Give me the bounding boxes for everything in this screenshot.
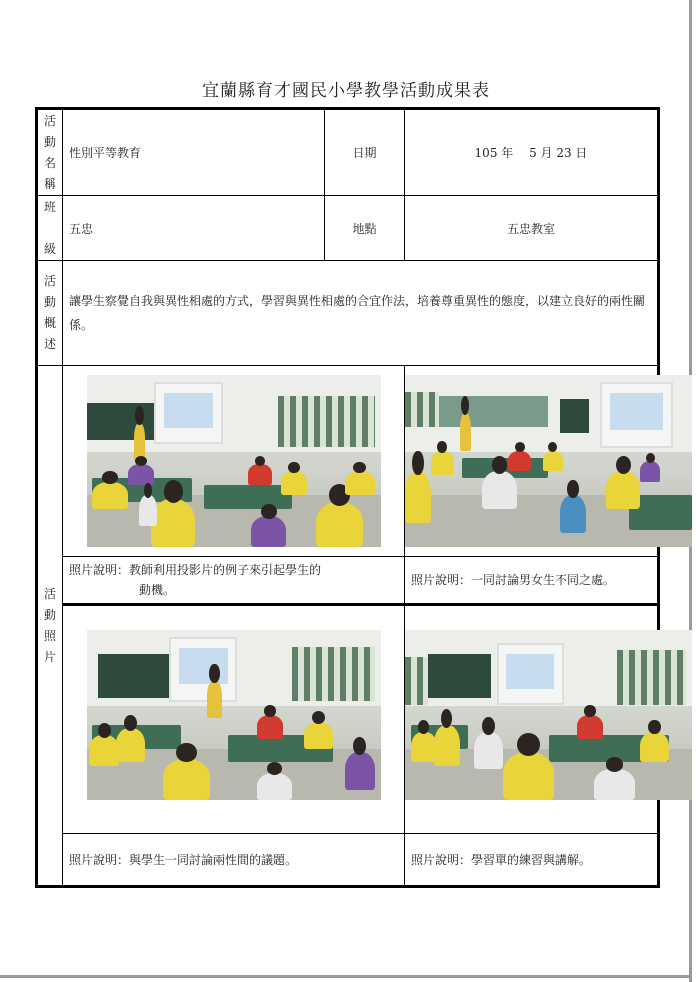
summary-label: 活 動 概 述 xyxy=(37,260,63,365)
document-title: 宜蘭縣育才國民小學教學活動成果表 xyxy=(202,81,490,101)
row-photos-bottom xyxy=(37,605,659,834)
photo-caption-2: 照片說明：一同討論男女生不同之處。 xyxy=(405,556,659,605)
activity-report-table xyxy=(35,107,660,888)
location-label: 地點 xyxy=(325,196,405,261)
page-edge xyxy=(0,975,692,978)
classroom-photo-4 xyxy=(405,630,692,800)
classroom-photo-1 xyxy=(87,375,381,547)
row-photos-top xyxy=(37,366,659,556)
activity-name-label: 活 動 名 稱 xyxy=(37,109,63,196)
activity-name-value: 性別平等教育 xyxy=(63,109,325,196)
photo-caption-4: 照片說明：學習單的練習與講解。 xyxy=(405,834,659,887)
row-captions-bottom xyxy=(37,834,659,887)
photo-cell-1 xyxy=(63,366,405,556)
photo-caption-3: 照片說明：與學生一同討論兩性間的議題。 xyxy=(63,834,405,887)
summary-text: 讓學生察覺自我與異性相處的方式，學習與異性相處的合宜作法，培養尊重異性的態度，以建立良好的兩性關係。 xyxy=(63,260,659,365)
photo-cell-4 xyxy=(405,605,659,834)
photo-caption-1: 照片說明：教師利用投影片的例子來引起學生的 動機。 xyxy=(63,556,405,605)
class-value: 五忠 xyxy=(63,196,325,261)
classroom-photo-2 xyxy=(405,375,692,547)
location-value: 五忠教室 xyxy=(405,196,659,261)
row-captions-top xyxy=(37,556,659,605)
date-label: 日期 xyxy=(325,109,405,196)
classroom-photo-3 xyxy=(87,630,381,800)
photo-cell-3 xyxy=(63,605,405,834)
row-class xyxy=(37,196,659,261)
class-label: 班 級 xyxy=(37,196,63,261)
row-summary xyxy=(37,260,659,365)
photos-label: 活 動 照 片 xyxy=(37,366,63,887)
date-value: 105 年 5 月 23 日 xyxy=(405,109,659,196)
photo-cell-2 xyxy=(405,366,659,556)
row-activity-name xyxy=(37,109,659,196)
